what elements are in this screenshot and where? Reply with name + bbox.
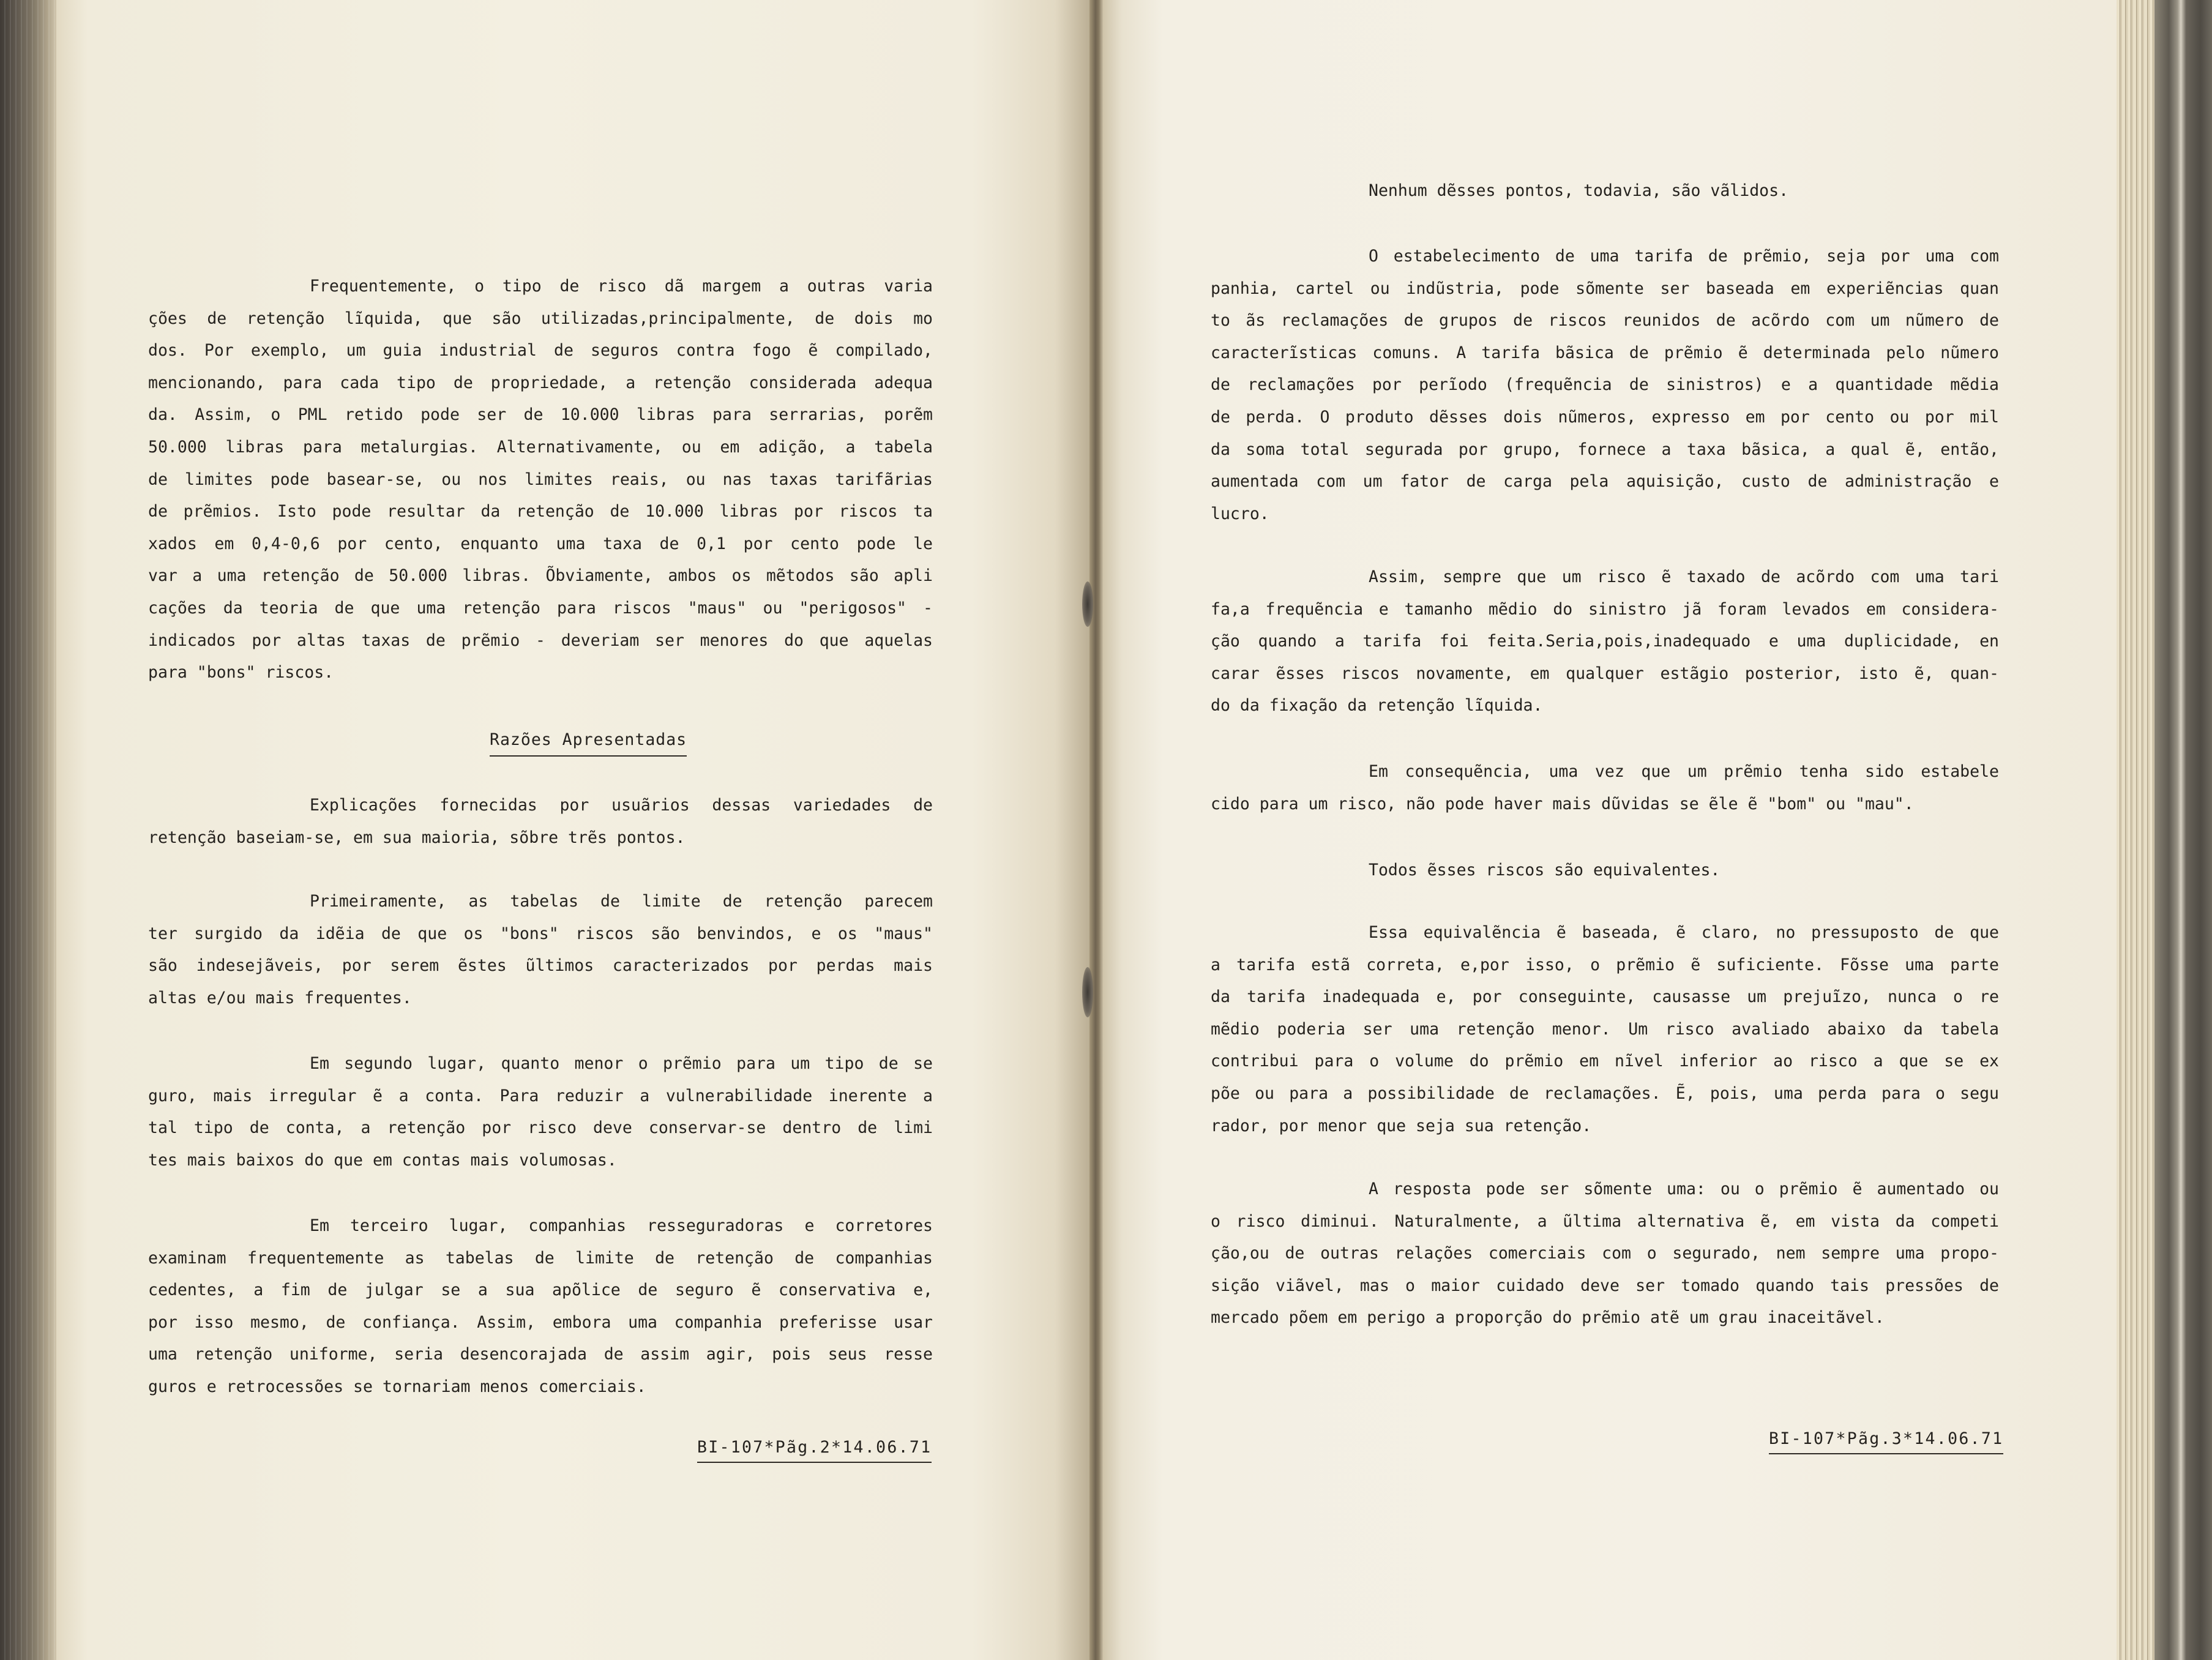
text-line: fa,a frequẽncia e tamanho mẽdio do sinistro jã foram levados em considera- <box>1211 599 1999 619</box>
text-line: a tarifa estã correta, e,por isso, o prẽmio ẽ suficiente. Fõsse uma parte <box>1211 955 1999 974</box>
text-line: Primeiramente, as tabelas de limite de retenção parecem <box>310 892 933 911</box>
text-line: são indesejãveis, por serem ẽstes ũltimos caracterizados por perdas mais <box>148 956 933 976</box>
page-footer: BI-107*Pãg.2*14.06.71 <box>697 1434 932 1463</box>
text-line: Todos ẽsses riscos são equivalentes. <box>1369 861 1721 880</box>
paragraph <box>1211 756 1999 820</box>
paragraph <box>1211 175 1999 208</box>
text-line: Em terceiro lugar, companhias resseguradoras e corretores <box>310 1216 933 1235</box>
text-line: Assim, sempre que um risco ẽ taxado de acõrdo com uma tari <box>1369 567 1999 586</box>
paragraph <box>148 1048 933 1176</box>
text-line: carar ẽsses riscos novamente, em qualquer estãgio posterior, isto ẽ, quan- <box>1211 664 1999 683</box>
text-line: mencionando, para cada tipo de propriedade, a retenção considerada adequa <box>148 373 933 392</box>
text-line: de perda. O produto dẽsses dois nũmeros, expresso em por cento ou por mil <box>1211 407 1999 427</box>
text-line: altas e/ou mais frequentes. <box>148 988 412 1008</box>
paragraph <box>148 271 933 689</box>
text-line: da soma total segurada por grupo, fornece a taxa bãsica, a qual ẽ, então, <box>1211 439 1999 459</box>
text-line: por isso mesmo, de confiança. Assim, embora uma companhia preferisse usar <box>148 1312 933 1332</box>
text-line: de prẽmios. Isto pode resultar da retenção de 10.000 libras por riscos ta <box>148 502 933 522</box>
section-heading: Razões Apresentadas <box>490 725 687 757</box>
text-line: põe ou para a possibilidade de reclamações. Ẽ, pois, uma perda para o segu <box>1211 1083 1999 1103</box>
page-footer: BI-107*Pãg.3*14.06.71 <box>1769 1425 2003 1454</box>
text-line: para "bons" riscos. <box>148 663 334 682</box>
text-line: o risco diminui. Naturalmente, a ũltima alternativa ẽ, em vista da competi <box>1211 1211 1999 1231</box>
binding-mark <box>1082 581 1093 627</box>
text-line: mẽdio poderia ser uma retenção menor. Um risco avaliado abaixo da tabela <box>1211 1019 1999 1039</box>
paragraph <box>1211 1173 1999 1334</box>
text-line: aumentada com um fator de carga pela aquisição, custo de administração e <box>1211 472 1999 492</box>
text-line: panhia, cartel ou indũstria, pode sõmente ser baseada em experiẽncias quan <box>1211 279 1999 298</box>
text-line: to ãs reclamações de grupos de riscos reunidos de acõrdo com um nũmero de <box>1211 311 1999 331</box>
text-line: dos. Por exemplo, um guia industrial de seguros contra fogo ẽ compilado, <box>148 341 933 361</box>
text-line: de reclamações por perĩodo (frequẽncia de sinistros) e a quantidade mẽdia <box>1211 375 1999 395</box>
text-line: Frequentemente, o tipo de risco dã margem a outras varia <box>310 277 933 296</box>
text-line: lucro. <box>1211 504 1269 523</box>
text-line: tal tipo de conta, a retenção por risco deve conservar-se dentro de limi <box>148 1118 933 1138</box>
text-line: cedentes, a fim de julgar se a sua apõlice de seguro ẽ conservativa e, <box>148 1281 933 1300</box>
text-line: A resposta pode ser sõmente uma: ou o prẽmio ẽ aumentado ou <box>1369 1180 1999 1198</box>
text-line: guro, mais irregular ẽ a conta. Para reduzir a vulnerabilidade inerente a <box>148 1086 933 1105</box>
text-line: ção quando a tarifa foi feita.Seria,pois,inadequado e uma duplicidade, en <box>1211 632 1999 651</box>
text-line: indicados por altas taxas de prẽmio - deveriam ser menores do que aquelas <box>148 630 933 650</box>
text-line: tes mais baixos do que em contas mais volumosas. <box>148 1150 617 1170</box>
text-line: examinam frequentemente as tabelas de limite de retenção de companhias <box>148 1248 933 1268</box>
text-line: caracterĩsticas comuns. A tarifa bãsica de prẽmio ẽ determinada pelo nũmero <box>1211 343 1999 362</box>
paragraph <box>148 886 933 1014</box>
text-line: ções de retenção lĩquida, que são utilizadas,principalmente, de dois mo <box>148 308 933 328</box>
text-line: Nenhum dẽsses pontos, todavia, são vãlidos. <box>1369 181 1789 200</box>
text-line: da. Assim, o PML retido pode ser de 10.000 libras para serrarias, porẽm <box>148 405 933 425</box>
text-line: Explicações fornecidas por usuãrios dessas variedades de <box>310 796 933 815</box>
text-line: do da fixação da retenção lĩquida. <box>1211 696 1543 716</box>
paragraph <box>148 1210 933 1404</box>
text-line: Essa equivalẽncia ẽ baseada, ẽ claro, no pressuposto de que <box>1369 923 1999 942</box>
text-line: cações da teoria de que uma retenção para riscos "maus" ou "perigosos" - <box>148 598 933 618</box>
text-line: retenção baseiam-se, em sua maioria, sõbre trẽs pontos. <box>148 828 686 847</box>
book-left-edge <box>0 0 59 1660</box>
book-spine <box>1089 0 1103 1660</box>
paragraph <box>1211 854 1999 887</box>
paragraph <box>148 790 933 854</box>
text-line: guros e retrocessões se tornariam menos comerciais. <box>148 1377 646 1396</box>
paragraph <box>1211 561 1999 722</box>
text-line: 50.000 libras para metalurgias. Alternativamente, ou em adição, a tabela <box>148 437 933 457</box>
binding-mark <box>1082 967 1093 1017</box>
text-line: O estabelecimento de uma tarifa de prẽmio, seja por uma com <box>1369 247 1999 266</box>
text-line: Em consequẽncia, uma vez que um prẽmio tenha sido estabele <box>1369 762 1999 781</box>
text-line: sição viãvel, mas o maior cuidado deve ser tomado quando tais pressões de <box>1211 1276 1999 1295</box>
text-line: rador, por menor que seja sua retenção. <box>1211 1116 1592 1135</box>
text-line: xados em 0,4-0,6 por cento, enquanto uma taxa de 0,1 por cento pode le <box>148 534 933 553</box>
text-line: uma retenção uniforme, seria desencorajada de assim agir, pois seus resse <box>148 1345 933 1364</box>
text-line: ção,ou de outras relações comerciais com o segurado, nem sempre uma propo- <box>1211 1244 1999 1263</box>
text-line: cido para um risco, não pode haver mais dũvidas se ẽle ẽ "bom" ou "mau". <box>1211 794 1914 813</box>
text-line: mercado põem em perigo a proporção do prẽmio atẽ um grau inaceitãvel. <box>1211 1308 1885 1328</box>
text-line: da tarifa inadequada e, por conseguinte, causasse um prejuĩzo, nunca o re <box>1211 987 1999 1007</box>
text-line: contribui para o volume do prẽmio em nĩvel inferior ao risco a que se ex <box>1211 1052 1999 1071</box>
paragraph <box>1211 241 1999 530</box>
text-line: var a uma retenção de 50.000 libras. Õbviamente, ambos os mẽtodos são apli <box>148 566 933 586</box>
paragraph <box>1211 917 1999 1142</box>
page-stack-edge <box>2117 0 2154 1660</box>
book-right-edge <box>2154 0 2212 1660</box>
text-line: ter surgido da idẽia de que os "bons" riscos são benvindos, e os "maus" <box>148 924 933 943</box>
text-line: de limites pode basear-se, ou nos limites reais, ou nas taxas tarifãrias <box>148 469 933 489</box>
text-line: Em segundo lugar, quanto menor o prẽmio para um tipo de se <box>310 1054 933 1073</box>
